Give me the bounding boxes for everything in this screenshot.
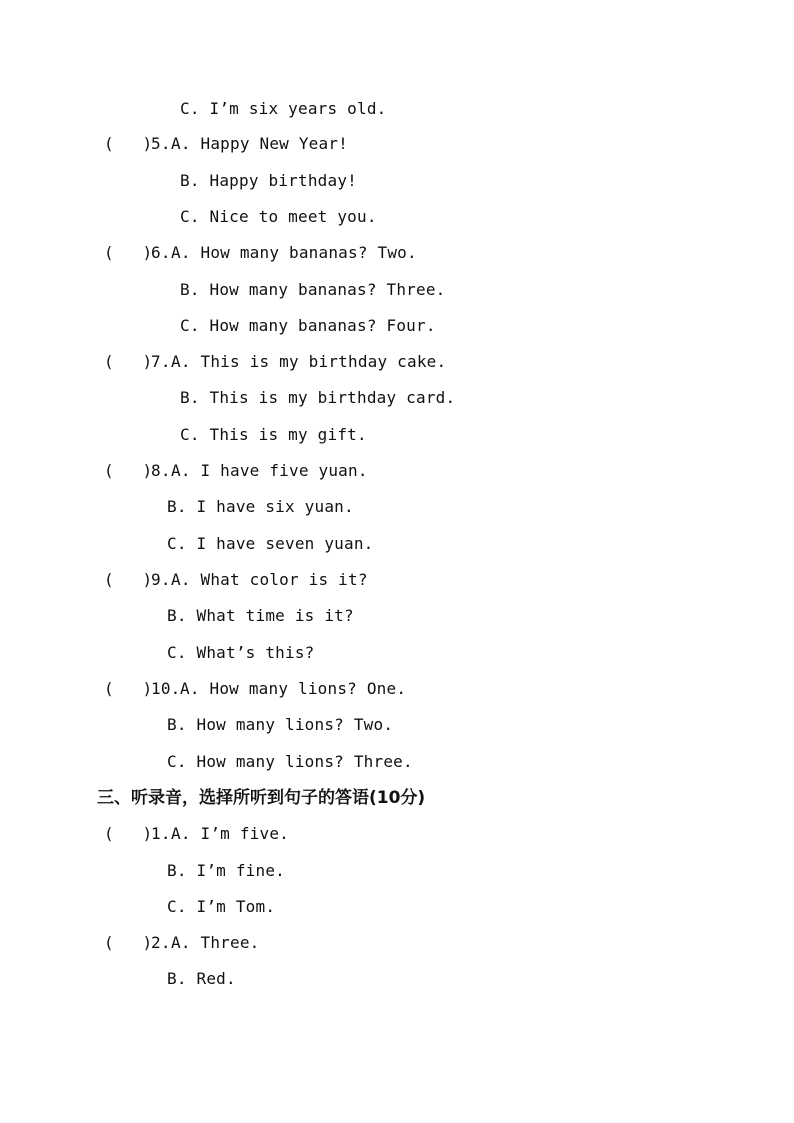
q9-option-a: A. What color is it? (171, 570, 368, 589)
q7-option-a: A. This is my birthday cake. (171, 352, 447, 371)
q6-option-c: C. How many bananas? Four. (180, 316, 436, 335)
p3-q1-option-c: C. I’m Tom. (167, 897, 276, 916)
q8-option-a: A. I have five yuan. (171, 461, 368, 480)
q8-option-b: B. I have six yuan. (167, 497, 354, 516)
q9-number: 9. (151, 570, 171, 589)
p3-q2-option-a: A. Three. (171, 933, 260, 952)
answer-blank[interactable]: ( ) (104, 461, 153, 480)
q10-number: 10. (151, 679, 181, 698)
answer-blank[interactable]: ( ) (104, 243, 153, 262)
p3-q1-option-a: A. I’m five. (171, 824, 289, 843)
q9-option-b: B. What time is it? (167, 606, 354, 625)
q6-number: 6. (151, 243, 171, 262)
p3-q1-number: 1. (151, 824, 171, 843)
q5-option-c: C. Nice to meet you. (180, 207, 377, 226)
q6-option-a: A. How many bananas? Two. (171, 243, 417, 262)
answer-blank[interactable]: ( ) (104, 352, 153, 371)
section-heading: 三、听录音，选择所听到句子的答语(10分) (97, 788, 426, 808)
answer-blank[interactable]: ( ) (104, 134, 153, 153)
q5-number: 5. (151, 134, 171, 153)
q10-option-b: B. How many lions? Two. (167, 715, 394, 734)
answer-blank[interactable]: ( ) (104, 679, 153, 698)
q10-option-a: A. How many lions? One. (180, 679, 407, 698)
q6-option-b: B. How many bananas? Three. (180, 280, 446, 299)
q5-option-b: B. Happy birthday! (180, 171, 357, 190)
q8-number: 8. (151, 461, 171, 480)
p3-q2-option-b: B. Red. (167, 969, 236, 988)
q9-option-c: C. What’s this? (167, 643, 315, 662)
q10-option-c: C. How many lions? Three. (167, 752, 413, 771)
q7-option-c: C. This is my gift. (180, 425, 367, 444)
q5-option-a: A. Happy New Year! (171, 134, 348, 153)
answer-blank[interactable]: ( ) (104, 570, 153, 589)
q8-option-c: C. I have seven yuan. (167, 534, 374, 553)
answer-blank[interactable]: ( ) (104, 824, 153, 843)
q4-option-c: C. I’m six years old. (180, 99, 387, 118)
p3-q2-number: 2. (151, 933, 171, 952)
q7-number: 7. (151, 352, 171, 371)
answer-blank[interactable]: ( ) (104, 933, 153, 952)
q7-option-b: B. This is my birthday card. (180, 388, 456, 407)
p3-q1-option-b: B. I’m fine. (167, 861, 285, 880)
